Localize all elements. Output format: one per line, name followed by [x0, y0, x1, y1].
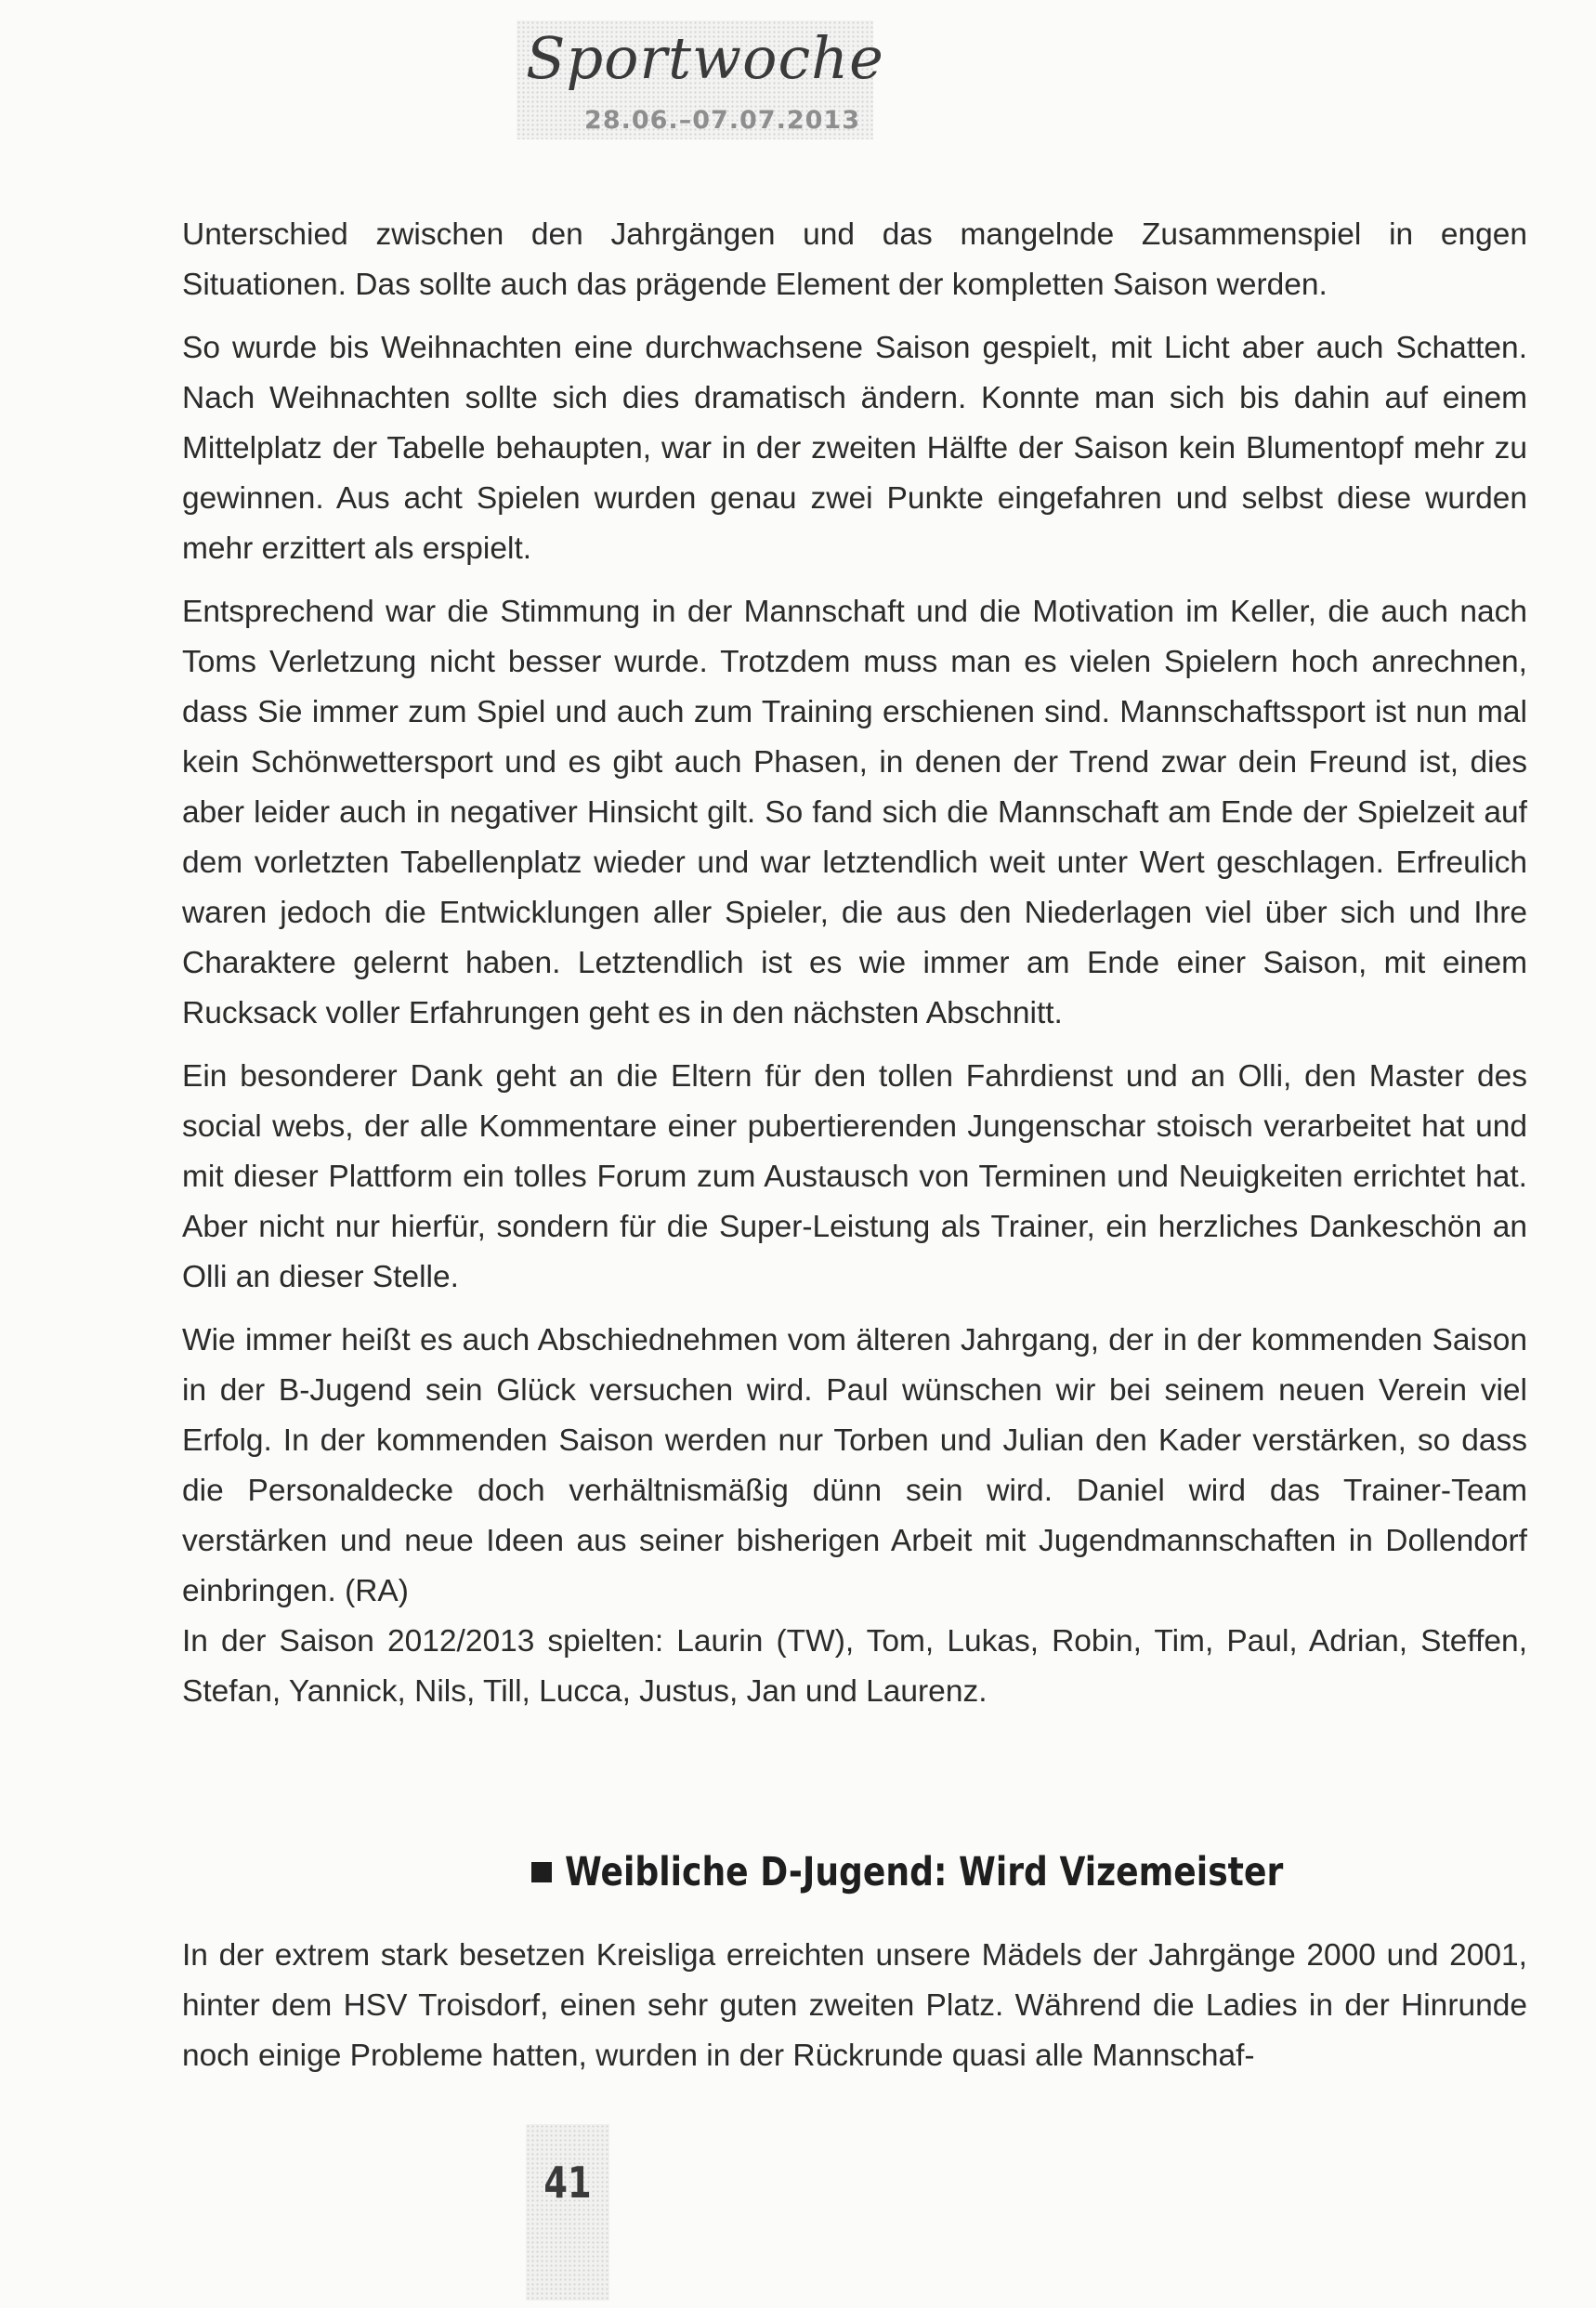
- section-heading: [531, 1849, 1420, 1895]
- article-body: [182, 210, 1527, 1730]
- article-paragraph: Wie immer heißt es auch Abschiednehmen vom älteren Jahrgang, der in der kommenden Saison in der B-Jugend sein Glück versuchen wird. Paul wünschen wir bei seinem neuen Verein viel Erfolg. In der kommenden Saison werden nur Torben und Julian den Kader verstärken, so dass die Personaldecke doch verhältnismäßig dünn sein wird. Daniel wird das Trainer-Team verstärken und neue Ideen aus seiner bisherigen Arbeit mit Jugendmannschaften in Dollendorf einbringen. (RA): [182, 1323, 1527, 1608]
- article-paragraph: Ein besonderer Dank geht an die Eltern für den tollen Fahrdienst und an Olli, den Master des social webs, der alle Kommentare einer pubertierenden Jungenschar stoisch verarbeitet hat und mit dieser Plattform ein tolles Forum zum Austausch von Terminen und Neuigkeiten errichtet hat. Aber nicht nur hierfür, sondern für die Super-Leistung als Trainer, ein herzliches Dankeschön an Olli an dieser Stelle.: [182, 1059, 1527, 1294]
- article-paragraph: Entsprechend war die Stimmung in der Mannschaft und die Motivation im Keller, die auch nach Toms Verletzung nicht besser wurde. Trotzdem muss man es vielen Spielern hoch anrechnen, dass Sie immer zum Spiel und auch zum Training erschienen sind. Mannschaftssport ist nun mal kein Schönwettersport und es gibt auch Phasen, in denen der Trend zwar dein Freund ist, dies aber leider auch in negativer Hinsicht gilt. So fand sich die Mannschaft am Ende der Spielzeit auf dem vorletzten Tabellenplatz wieder und war letztendlich weit unter Wert geschlagen. Erfreulich waren jedoch die Entwicklungen aller Spieler, die aus den Niederlagen viel über sich und Ihre Charaktere gelernt haben. Letztendlich ist es wie immer am Ende einer Saison, mit einem Rucksack voller Erfahrungen geht es in den nächsten Abschnitt.: [182, 595, 1527, 1030]
- section-body: [182, 1931, 1527, 2081]
- publication-title: Sportwoche: [526, 24, 884, 92]
- page-number: 41: [543, 2157, 592, 2208]
- section-heading-text: Weibliche D-Jugend: Wird Vizemeister: [565, 1849, 1284, 1895]
- publication-dates: 28.06.–07.07.2013: [584, 106, 860, 135]
- page-number-box: [526, 2124, 609, 2301]
- article-paragraph: So wurde bis Weihnachten eine durchwachsene Saison gespielt, mit Licht aber auch Schatten. Nach Weihnachten sollte sich dies dramatisch ändern. Konnte man sich bis dahin auf einem Mittelplatz der Tabelle behaupten, war in der zweiten Hälfte der Saison kein Blumentopf mehr zu gewinnen. Aus acht Spielen wurden genau zwei Punkte eingefahren und selbst diese wurden mehr erzittert als erspielt.: [182, 331, 1527, 566]
- player-list: In der Saison 2012/2013 spielten: Laurin (TW), Tom, Lukas, Robin, Tim, Paul, Adrian, Steffen, Stefan, Yannick, Nils, Till, Lucca, Justus, Jan und Laurenz.: [182, 1624, 1527, 1709]
- square-bullet-icon: [531, 1862, 552, 1882]
- section-paragraph: In der extrem stark besetzen Kreisliga erreichten unsere Mädels der Jahrgänge 2000 und 2001, hinter dem HSV Troisdorf, einen sehr guten zweiten Platz. Während die Ladies in der Hinrunde noch einige Probleme hatten, wurden in der Rückrunde quasi alle Mannschaf-: [182, 1938, 1527, 2073]
- article-paragraph: Unterschied zwischen den Jahrgängen und das mangelnde Zusammenspiel in engen Situationen. Das sollte auch das prägende Element der kompletten Saison werden.: [182, 217, 1527, 302]
- masthead: [517, 20, 884, 139]
